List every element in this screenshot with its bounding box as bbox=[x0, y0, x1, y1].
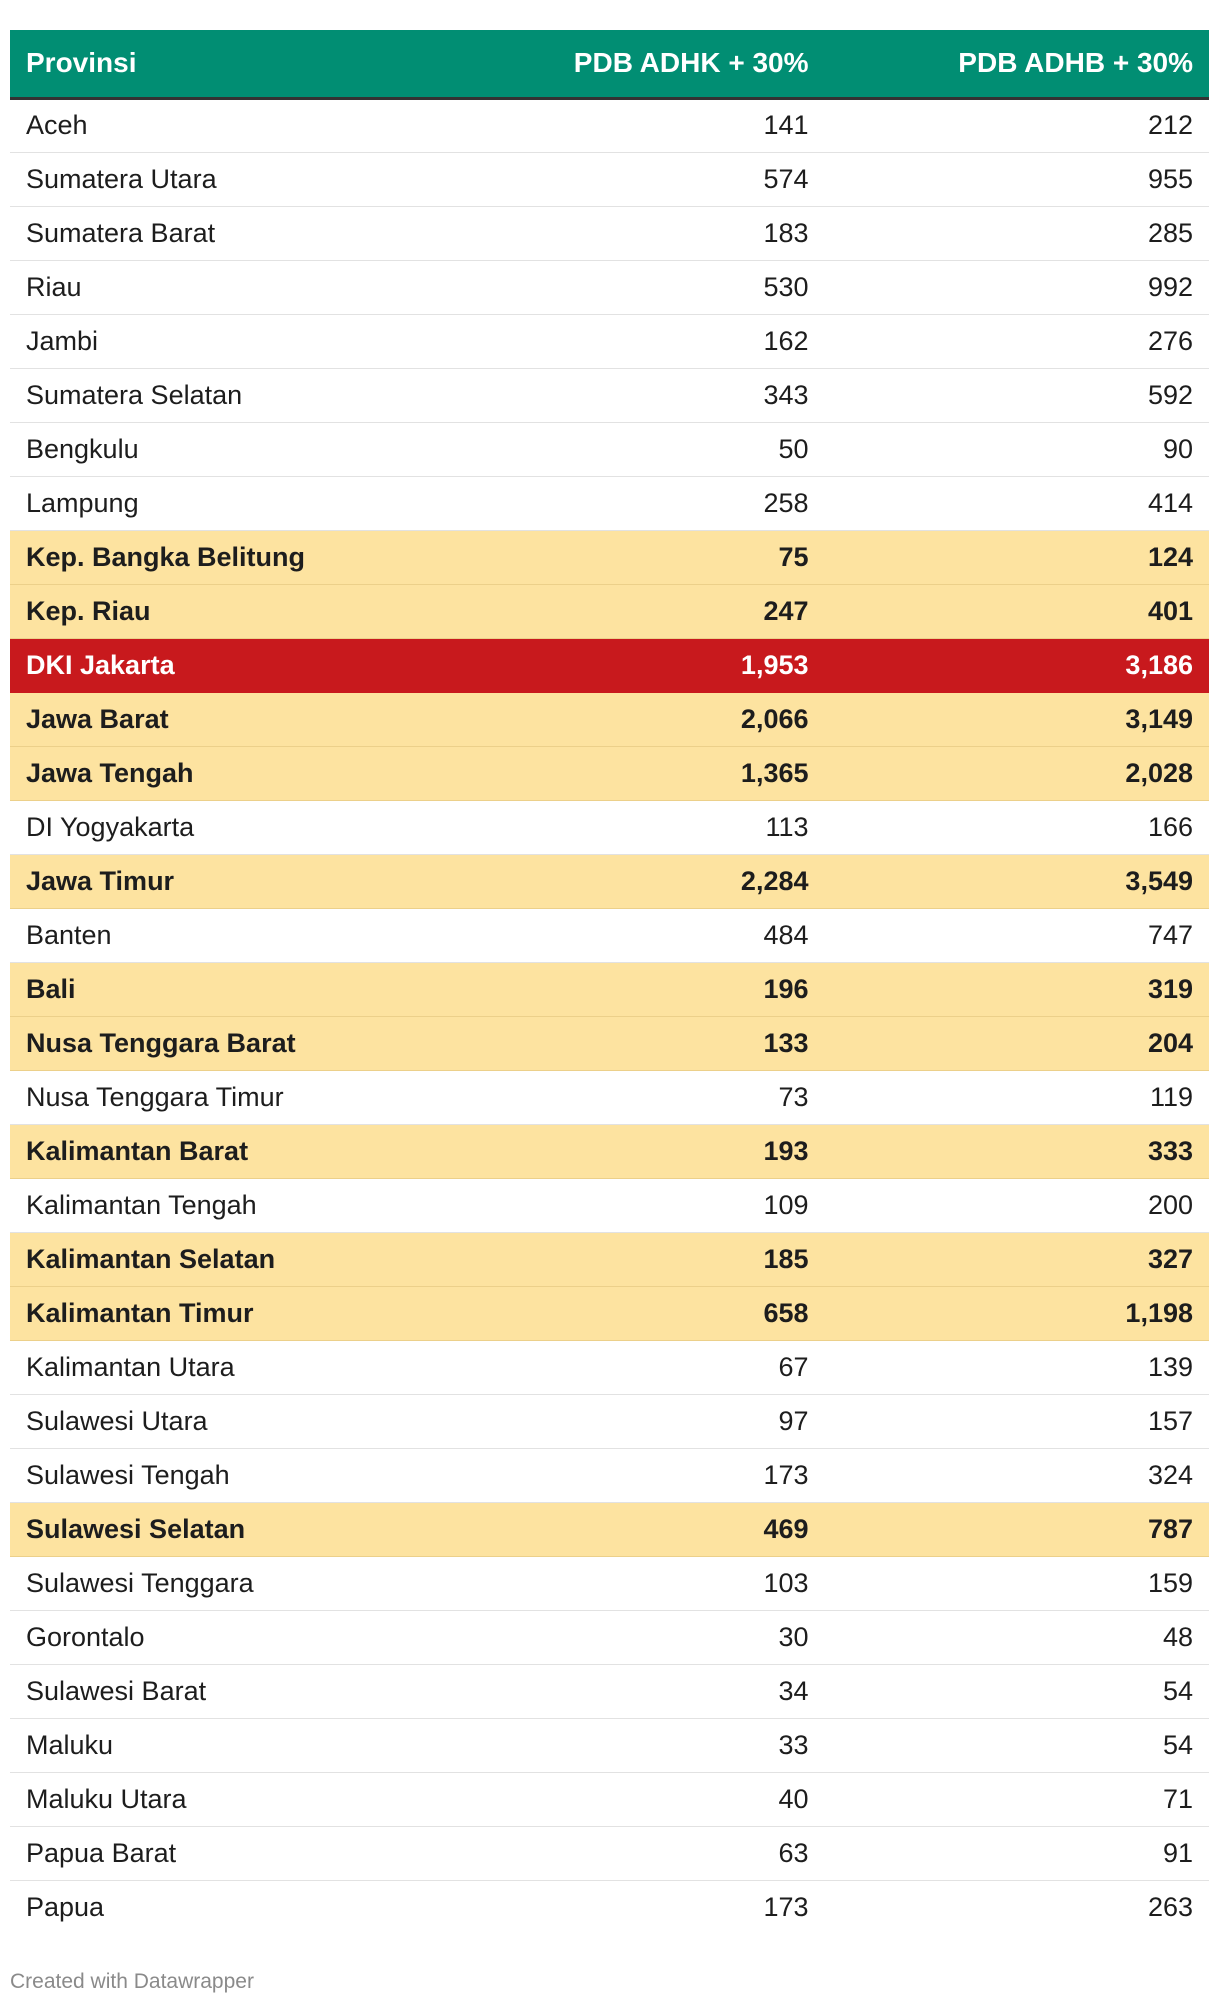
cell-pdb-adhb: 324 bbox=[825, 1448, 1210, 1502]
cell-pdb-adhb: 54 bbox=[825, 1664, 1210, 1718]
cell-pdb-adhb: 414 bbox=[825, 476, 1210, 530]
cell-provinsi: Sulawesi Utara bbox=[10, 1394, 440, 1448]
cell-pdb-adhb: 263 bbox=[1147, 1891, 1193, 1922]
cell-pdb-adhb: 71 bbox=[825, 1772, 1210, 1826]
table-row bbox=[10, 1070, 1209, 1124]
cell-pdb-adhk: 193 bbox=[440, 1124, 825, 1178]
cell-pdb-adhk: 469 bbox=[440, 1502, 825, 1556]
cell-pdb-adhk: 162 bbox=[440, 314, 825, 368]
table-row bbox=[10, 962, 1209, 1016]
cell-pdb-adhk: 196 bbox=[440, 962, 825, 1016]
cell-provinsi: Aceh bbox=[10, 98, 440, 152]
table-row bbox=[10, 1664, 1209, 1718]
cell-pdb-adhb: 333 bbox=[825, 1124, 1210, 1178]
cell-provinsi: Jawa Barat bbox=[10, 692, 440, 746]
cell-provinsi: Lampung bbox=[10, 476, 440, 530]
cell-pdb-adhb: 200 bbox=[825, 1178, 1210, 1232]
cell-pdb-adhk: 40 bbox=[440, 1772, 825, 1826]
cell-provinsi: Banten bbox=[10, 908, 440, 962]
cell-pdb-adhb: 3,149 bbox=[825, 692, 1210, 746]
cell-pdb-adhk: 133 bbox=[440, 1016, 825, 1070]
cell-provinsi: Sulawesi Barat bbox=[10, 1664, 440, 1718]
cell-provinsi: Kalimantan Utara bbox=[10, 1340, 440, 1394]
table-row bbox=[10, 476, 1209, 530]
table-row bbox=[10, 530, 1209, 584]
cell-provinsi: DI Yogyakarta bbox=[10, 800, 440, 854]
cell-pdb-adhb: 212 bbox=[825, 98, 1210, 152]
table-row bbox=[10, 1394, 1209, 1448]
cell-provinsi: Sumatera Selatan bbox=[10, 368, 440, 422]
cell-provinsi: Jambi bbox=[10, 314, 440, 368]
table-row bbox=[10, 1448, 1209, 1502]
cell-provinsi: Kep. Bangka Belitung bbox=[10, 530, 440, 584]
table-row bbox=[10, 152, 1209, 206]
cell-pdb-adhk: 1,953 bbox=[440, 638, 825, 692]
cell-pdb-adhb: 91 bbox=[825, 1826, 1210, 1880]
table-row bbox=[10, 1880, 1209, 1934]
cell-pdb-adhk: 2,284 bbox=[440, 854, 825, 908]
cell-pdb-adhk: 185 bbox=[440, 1232, 825, 1286]
cell-pdb-adhk: 103 bbox=[440, 1556, 825, 1610]
table-row bbox=[10, 1826, 1209, 1880]
cell-provinsi: Papua bbox=[26, 1891, 105, 1922]
cell-provinsi: Maluku bbox=[10, 1718, 440, 1772]
cell-pdb-adhb: 2,028 bbox=[825, 746, 1210, 800]
cell-provinsi: Sulawesi Tengah bbox=[10, 1448, 440, 1502]
cell-pdb-adhk: 183 bbox=[440, 206, 825, 260]
cell-pdb-adhb: 90 bbox=[825, 422, 1210, 476]
table-row bbox=[10, 854, 1209, 908]
cell-provinsi: Sumatera Utara bbox=[10, 152, 440, 206]
cell-pdb-adhb: 955 bbox=[825, 152, 1210, 206]
table-row bbox=[10, 584, 1209, 638]
cell-pdb-adhb: 48 bbox=[825, 1610, 1210, 1664]
cell-provinsi: Maluku Utara bbox=[10, 1772, 440, 1826]
table-row bbox=[10, 1772, 1209, 1826]
cell-pdb-adhk: 343 bbox=[440, 368, 825, 422]
cell-pdb-adhb: 119 bbox=[825, 1070, 1210, 1124]
cell-pdb-adhk: 50 bbox=[440, 422, 825, 476]
table-row bbox=[10, 1610, 1209, 1664]
table-row bbox=[10, 1340, 1209, 1394]
cell-pdb-adhk: 658 bbox=[440, 1286, 825, 1340]
cell-provinsi: Nusa Tenggara Barat bbox=[10, 1016, 440, 1070]
cell-pdb-adhb: 3,549 bbox=[825, 854, 1210, 908]
cell-pdb-adhk: 34 bbox=[440, 1664, 825, 1718]
cell-provinsi: Kep. Riau bbox=[10, 584, 440, 638]
cell-pdb-adhk: 247 bbox=[440, 584, 825, 638]
cell-pdb-adhb: 139 bbox=[825, 1340, 1210, 1394]
cell-pdb-adhk: 33 bbox=[440, 1718, 825, 1772]
cell-provinsi: Bali bbox=[10, 962, 440, 1016]
cell-pdb-adhk: 75 bbox=[440, 530, 825, 584]
cell-pdb-adhk: 109 bbox=[440, 1178, 825, 1232]
cell-pdb-adhk: 1,365 bbox=[440, 746, 825, 800]
cell-provinsi: Papua Barat bbox=[10, 1826, 440, 1880]
table-header bbox=[10, 30, 1209, 98]
table-row bbox=[10, 1232, 1209, 1286]
table-row bbox=[10, 368, 1209, 422]
cell-pdb-adhk: 67 bbox=[440, 1340, 825, 1394]
cell-pdb-adhb: 787 bbox=[825, 1502, 1210, 1556]
cell-pdb-adhk: 2,066 bbox=[440, 692, 825, 746]
datawrapper-credit[interactable]: Created with Datawrapper bbox=[10, 1970, 254, 1993]
cell-provinsi: Gorontalo bbox=[10, 1610, 440, 1664]
table-row bbox=[10, 422, 1209, 476]
cell-pdb-adhk: 141 bbox=[440, 98, 825, 152]
cell-provinsi: Riau bbox=[10, 260, 440, 314]
cell-pdb-adhb: 124 bbox=[825, 530, 1210, 584]
cell-pdb-adhk: 173 bbox=[440, 1448, 825, 1502]
table-row bbox=[10, 1016, 1209, 1070]
cell-pdb-adhb: 747 bbox=[825, 908, 1210, 962]
cell-provinsi: Kalimantan Timur bbox=[10, 1286, 440, 1340]
cell-pdb-adhb: 3,186 bbox=[825, 638, 1210, 692]
cell-pdb-adhb: 992 bbox=[825, 260, 1210, 314]
cell-pdb-adhb: 204 bbox=[825, 1016, 1210, 1070]
cell-provinsi: Jawa Tengah bbox=[10, 746, 440, 800]
cell-pdb-adhb: 54 bbox=[825, 1718, 1210, 1772]
cell-pdb-adhb: 159 bbox=[825, 1556, 1210, 1610]
header-row bbox=[10, 30, 1209, 98]
cell-pdb-adhk: 73 bbox=[440, 1070, 825, 1124]
table-row bbox=[10, 908, 1209, 962]
cell-provinsi: Kalimantan Selatan bbox=[10, 1232, 440, 1286]
table-row bbox=[10, 1718, 1209, 1772]
table-row bbox=[10, 1502, 1209, 1556]
cell-pdb-adhk: 484 bbox=[440, 908, 825, 962]
table-row bbox=[10, 260, 1209, 314]
cell-provinsi: Sulawesi Tenggara bbox=[10, 1556, 440, 1610]
cell-provinsi: Bengkulu bbox=[10, 422, 440, 476]
table-row bbox=[10, 1556, 1209, 1610]
cell-provinsi: Sumatera Barat bbox=[10, 206, 440, 260]
table-row bbox=[10, 98, 1209, 152]
table-row bbox=[10, 746, 1209, 800]
cell-provinsi: Nusa Tenggara Timur bbox=[10, 1070, 440, 1124]
table-row bbox=[10, 206, 1209, 260]
table-container bbox=[10, 30, 1209, 1934]
table-row bbox=[10, 800, 1209, 854]
cell-provinsi: Kalimantan Barat bbox=[10, 1124, 440, 1178]
cell-pdb-adhb: 157 bbox=[825, 1394, 1210, 1448]
table-row bbox=[10, 1178, 1209, 1232]
cell-pdb-adhb: 166 bbox=[825, 800, 1210, 854]
cell-pdb-adhk: 258 bbox=[440, 476, 825, 530]
cell-pdb-adhk: 173 bbox=[763, 1891, 809, 1922]
cell-pdb-adhb: 592 bbox=[825, 368, 1210, 422]
cell-pdb-adhk: 113 bbox=[440, 800, 825, 854]
cell-pdb-adhk: 530 bbox=[440, 260, 825, 314]
table-row bbox=[10, 638, 1209, 692]
cell-pdb-adhb: 319 bbox=[825, 962, 1210, 1016]
column-header-adhb[interactable]: PDB ADHB + 30% bbox=[825, 30, 1210, 98]
cell-pdb-adhk: 30 bbox=[440, 1610, 825, 1664]
cell-provinsi: DKI Jakarta bbox=[10, 638, 440, 692]
cell-pdb-adhb: 285 bbox=[825, 206, 1210, 260]
table-row bbox=[10, 1124, 1209, 1178]
cell-provinsi: Kalimantan Tengah bbox=[10, 1178, 440, 1232]
cell-pdb-adhb: 1,198 bbox=[825, 1286, 1210, 1340]
cell-pdb-adhk: 97 bbox=[440, 1394, 825, 1448]
cell-provinsi: Jawa Timur bbox=[10, 854, 440, 908]
cell-pdb-adhk: 63 bbox=[440, 1826, 825, 1880]
cell-pdb-adhb: 276 bbox=[825, 314, 1210, 368]
table-body bbox=[10, 98, 1209, 1934]
table-row bbox=[10, 692, 1209, 746]
table-row bbox=[10, 314, 1209, 368]
table-row bbox=[10, 1286, 1209, 1340]
cell-pdb-adhb: 401 bbox=[825, 584, 1210, 638]
cell-pdb-adhk: 574 bbox=[440, 152, 825, 206]
cell-pdb-adhb: 327 bbox=[825, 1232, 1210, 1286]
cell-provinsi: Sulawesi Selatan bbox=[10, 1502, 440, 1556]
column-header-provinsi[interactable]: Provinsi bbox=[10, 30, 440, 98]
column-header-adhk[interactable]: PDB ADHK + 30% bbox=[440, 30, 825, 98]
pdb-table bbox=[10, 30, 1209, 1934]
